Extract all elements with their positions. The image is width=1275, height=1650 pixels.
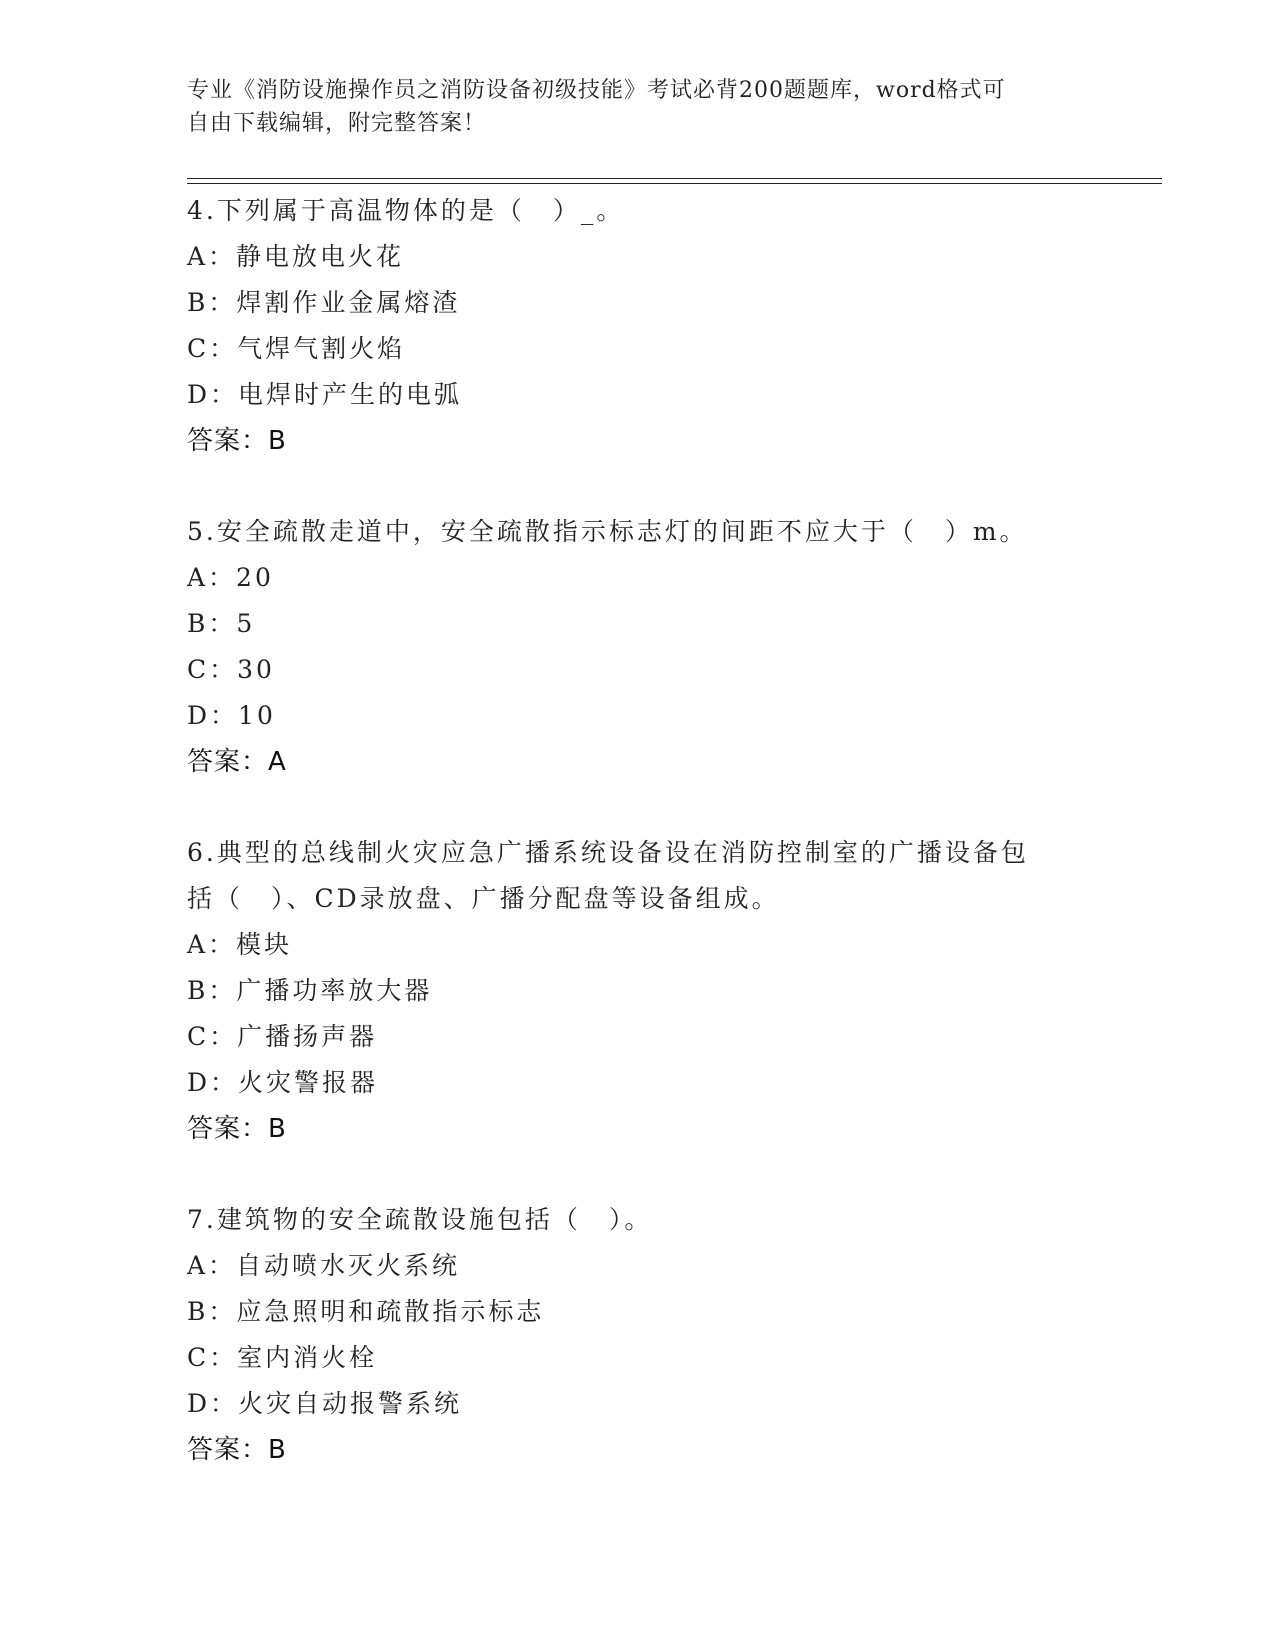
spacer xyxy=(187,464,1087,509)
option-a: A：静电放电火花 xyxy=(187,242,405,271)
option-d: D：10 xyxy=(187,701,276,730)
header-divider-top xyxy=(187,178,1162,179)
option-a: A：模块 xyxy=(187,930,293,959)
question-block xyxy=(187,830,1087,1152)
option-c: C：广播扬声器 xyxy=(187,1022,378,1051)
option-b: B：5 xyxy=(187,609,256,638)
question-stem: 7.建筑物的安全疏散设施包括（ ）。 xyxy=(187,1205,653,1234)
document-header xyxy=(187,74,1087,140)
option-d: D：火灾自动报警系统 xyxy=(187,1389,463,1418)
question-block xyxy=(187,509,1087,785)
answer-label: 答案：B xyxy=(187,426,287,456)
question-stem-continued: 括（ ）、CD录放盘、广播分配盘等设备组成。 xyxy=(187,884,780,913)
header-line-1: 专业《消防设施操作员之消防设备初级技能》考试必背200题题库，word格式可 xyxy=(187,78,1006,103)
option-b: B：应急照明和疏散指示标志 xyxy=(187,1297,545,1326)
option-c: C：气焊气割火焰 xyxy=(187,334,406,363)
question-stem: 6.典型的总线制火灾应急广播系统设备设在消防控制室的广播设备包 xyxy=(187,838,1029,867)
question-stem: 5.安全疏散走道中，安全疏散指示标志灯的间距不应大于（ ）m。 xyxy=(187,517,1028,546)
header-line-2: 自由下载编辑，附完整答案！ xyxy=(187,111,487,136)
answer-label: 答案：B xyxy=(187,1114,287,1144)
spacer xyxy=(187,1152,1087,1197)
question-list xyxy=(187,188,1087,1473)
option-d: D：电焊时产生的电弧 xyxy=(187,380,463,409)
option-b: B：焊割作业金属熔渣 xyxy=(187,288,461,317)
answer-label: 答案：B xyxy=(187,1435,287,1465)
option-c: C：30 xyxy=(187,655,275,684)
question-block xyxy=(187,188,1087,464)
question-block xyxy=(187,1197,1087,1473)
header-divider-bottom xyxy=(187,183,1162,184)
option-c: C：室内消火栓 xyxy=(187,1343,378,1372)
answer-label: 答案：A xyxy=(187,747,287,777)
option-a: A：自动喷水灭火系统 xyxy=(187,1251,461,1280)
spacer xyxy=(187,785,1087,830)
question-stem: 4.下列属于高温物体的是（ ）_。 xyxy=(187,196,625,225)
option-b: B：广播功率放大器 xyxy=(187,976,433,1005)
option-a: A：20 xyxy=(187,563,274,592)
option-d: D：火灾警报器 xyxy=(187,1068,379,1097)
